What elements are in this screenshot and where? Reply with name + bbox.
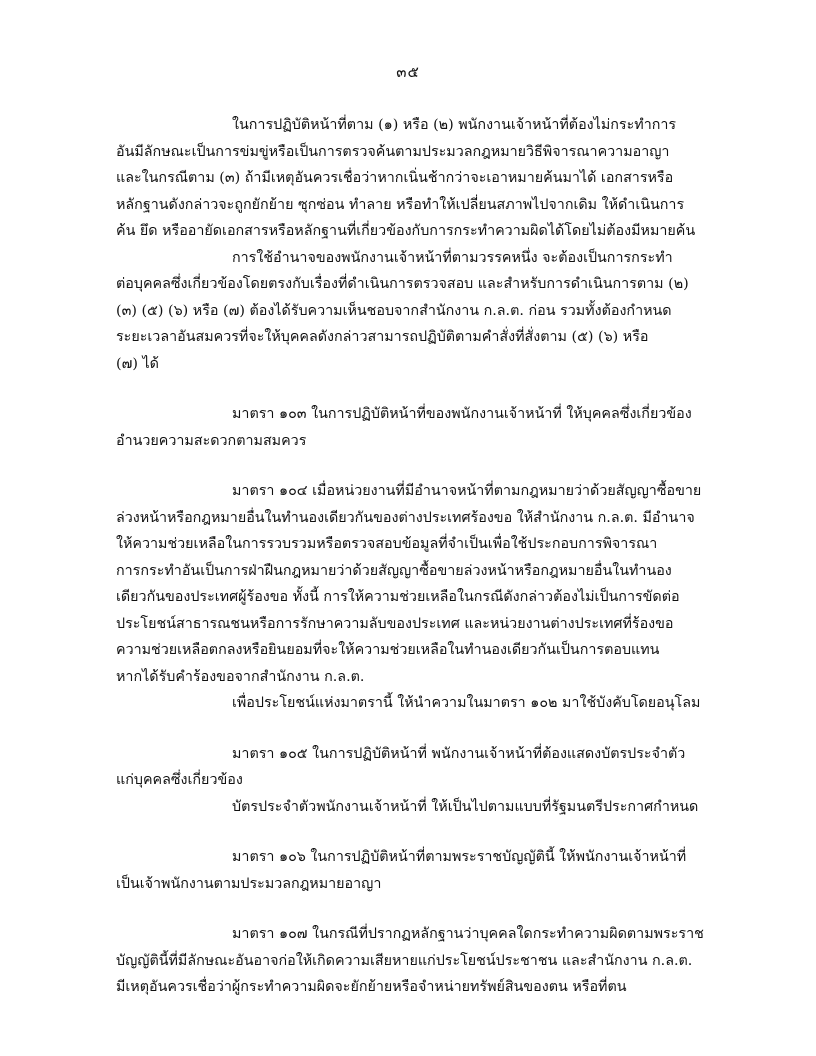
text-line: หลักฐานดังกล่าวจะถูกยักย้าย ซุกซ่อน ทำลาย หรือทำให้เปลี่ยนสภาพไปจากเดิม ให้ดำเนินการ — [116, 196, 685, 213]
paragraph — [116, 921, 714, 1001]
text-line: ล่วงหน้าหรือกฎหมายอื่นในทำนองเดียวกันของต่างประเทศร้องขอ ให้สำนักงาน ก.ล.ต. มีอำนาจ — [116, 509, 695, 526]
text-line: มาตรา ๑๐๓ ในการปฏิบัติหน้าที่ของพนักงานเจ้าหน้าที่ ให้บุคคลซึ่งเกี่ยวข้อง — [232, 406, 692, 422]
text-line: เพื่อประโยชน์แห่งมาตรานี้ ให้นำความในมาตรา ๑๐๒ มาใช้บังคับโดยอนุโลม — [232, 695, 701, 711]
text-line: เป็นเจ้าพนักงานตามประมวลกฎหมายอาญา — [116, 875, 382, 892]
page-number: ๓๕ — [396, 63, 420, 81]
document-body — [116, 112, 714, 1001]
text-line: อำนวยความสะดวกตามสมควร — [116, 432, 307, 449]
paragraph — [116, 690, 714, 717]
paragraph — [116, 741, 714, 794]
text-line: ระยะเวลาอันสมควรที่จะให้บุคคลดังกล่าวสามารถปฏิบัติตามคำสั่งที่สั่งตาม (๕) (๖) หรือ — [116, 329, 649, 345]
text-line: มาตรา ๑๐๖ ในการปฏิบัติหน้าที่ตามพระราชบัญญัตินี้ ให้พนักงานเจ้าหน้าที่ — [232, 849, 687, 865]
paragraph-spacer — [116, 454, 714, 478]
text-line: มาตรา ๑๐๕ ในการปฏิบัติหน้าที่ พนักงานเจ้าหน้าที่ต้องแสดงบัตรประจำตัว — [232, 745, 686, 762]
text-line: การกระทำอันเป็นการฝ่าฝืนกฎหมายว่าด้วยสัญญาซื้อขายล่วงหน้าหรือกฎหมายอื่นในทำนอง — [116, 562, 672, 579]
paragraph — [116, 794, 714, 821]
paragraph — [116, 478, 714, 690]
text-line: ประโยชน์สาธารณชนหรือการรักษาความลับของประเทศ และหน่วยงานต่างประเทศที่ร้องขอ — [116, 615, 674, 632]
paragraph — [116, 844, 714, 897]
text-line: อันมีลักษณะเป็นการข่มขู่หรือเป็นการตรวจค้นตามประมวลกฎหมายวิธีพิจารณาความอาญา — [116, 143, 670, 160]
text-line: ค้น ยึด หรืออายัดเอกสารหรือหลักฐานที่เกี่ยวข้องกับการกระทำความผิดได้โดยไม่ต้องมีหมายค้น — [116, 223, 696, 239]
text-line: แก่บุคคลซึ่งเกี่ยวข้อง — [116, 772, 243, 788]
text-line: หากได้รับคำร้องขอจากสำนักงาน ก.ล.ต. — [116, 668, 365, 685]
text-line: (๗) ได้ — [116, 355, 159, 372]
text-line: มาตรา ๑๐๗ ในกรณีที่ปรากฏหลักฐานว่าบุคคลใดกระทำความผิดตามพระราช — [232, 926, 704, 942]
text-line: ในการปฏิบัติหน้าที่ตาม (๑) หรือ (๒) พนักงานเจ้าหน้าที่ต้องไม่กระทำการ — [232, 117, 677, 133]
text-line: และในกรณีตาม (๓) ถ้ามีเหตุอันควรเชื่อว่าหากเนิ่นช้ากว่าจะเอาหมายค้นมาได้ เอกสารหรือ — [116, 170, 674, 186]
text-line: การใช้อำนาจของพนักงานเจ้าหน้าที่ตามวรรคหนึ่ง จะต้องเป็นการกระทำ — [232, 249, 673, 266]
text-line: บัตรประจำตัวพนักงานเจ้าหน้าที่ ให้เป็นไปตามแบบที่รัฐมนตรีประกาศกำหนด — [232, 798, 699, 815]
text-line: ความช่วยเหลือตกลงหรือยินยอมที่จะให้ความช่วยเหลือในทำนองเดียวกันเป็นการตอบแทน — [116, 642, 660, 658]
text-line: ให้ความช่วยเหลือในการรวบรวมหรือตรวจสอบข้อมูลที่จำเป็นเพื่อใช้ประกอบการพิจารณา — [116, 536, 658, 552]
text-line: ต่อบุคคลซึ่งเกี่ยวข้องโดยตรงกับเรื่องที่ดำเนินการตรวจสอบ และสำหรับการดำเนินการตาม (๒) — [116, 276, 689, 292]
paragraph-spacer — [116, 820, 714, 844]
paragraph-spacer — [116, 897, 714, 921]
text-line: มีเหตุอันควรเชื่อว่าผู้กระทำความผิดจะยักย้ายหรือจำหน่ายทรัพย์สินของตน หรือที่ตน — [116, 979, 627, 995]
paragraph — [116, 401, 714, 454]
text-line: บัญญัตินี้ที่มีลักษณะอันอาจก่อให้เกิดความเสียหายแก่ประโยชน์ประชาชน และสำนักงาน ก.ล.ต. — [116, 952, 693, 969]
paragraph-spacer — [116, 377, 714, 401]
paragraph — [116, 112, 714, 245]
paragraph — [116, 245, 714, 378]
text-line: เดียวกันของประเทศผู้ร้องขอ ทั้งนี้ การให้ความช่วยเหลือในกรณีดังกล่าวต้องไม่เป็นการขัดต่อ — [116, 589, 680, 605]
text-line: มาตรา ๑๐๔ เมื่อหน่วยงานที่มีอำนาจหน้าที่ตามกฎหมายว่าด้วยสัญญาซื้อขาย — [232, 483, 702, 499]
text-line: (๓) (๕) (๖) หรือ (๗) ต้องได้รับความเห็นชอบจากสำนักงาน ก.ล.ต. ก่อน รวมทั้งต้องกำหนด — [116, 302, 672, 319]
paragraph-spacer — [116, 717, 714, 741]
